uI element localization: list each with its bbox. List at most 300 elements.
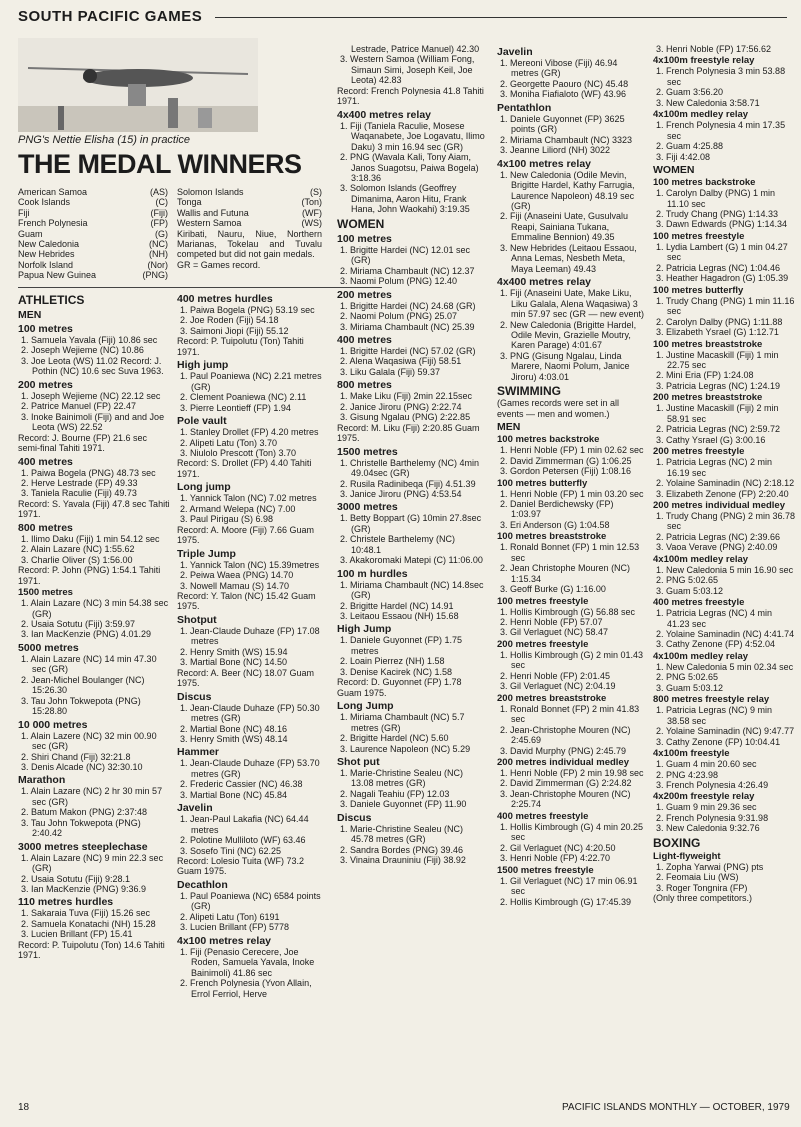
- result-line: 1. Paiwa Bogela (PNG) 48.73 sec: [21, 467, 156, 478]
- result-line: 3. Ian MacKenzie (PNG) 9:36.9: [21, 884, 147, 895]
- result-line: 3. Guam 5:03.12: [656, 682, 724, 693]
- event-heading: 4x100 metres relay: [497, 157, 591, 170]
- result-line: 1. Jean-Paul Lakafia (NC) 64.44 metres: [180, 814, 309, 835]
- record-note: Record: Lolesio Tuita (WF) 73.2 Guam 1975.: [177, 856, 305, 877]
- column-swimming-boxing: [653, 44, 796, 904]
- result-line: 3. Akakoromaki Matepi (C) 11:06.00: [340, 555, 483, 566]
- result-line: 1. Paiwa Bogela (PNG) 53.19 sec: [180, 305, 315, 315]
- result-line: 2. Henri Noble (FP) 57.07: [500, 617, 603, 628]
- key-row: [177, 187, 322, 197]
- event-heading: 200 metres: [18, 378, 73, 391]
- event-heading: 400 metres: [337, 333, 392, 346]
- result-line: 2. Patricia Legras (NC) 1:04.46: [656, 262, 781, 273]
- result-line: 1. Alain Lazere (NC) 32 min 00.90 sec (GR): [21, 730, 157, 752]
- record-note: (Games records were set in all events — men and women.): [497, 398, 620, 419]
- event-subheading: 800 metres freestyle relay: [653, 694, 770, 706]
- key-country-code: (PNG): [142, 270, 168, 281]
- result-line: 2. Christele Barthelemy (NC) 10:48.1: [340, 534, 456, 555]
- result-line: 3. Tau John Tokwepota (PNG) 2:40.42: [21, 817, 141, 839]
- event-subheading: 200 metres individual medley: [653, 499, 786, 511]
- key-row: [18, 208, 168, 218]
- key-row: [18, 197, 168, 207]
- key-country-name: Western Samoa: [177, 218, 242, 229]
- section-heading: BOXING: [653, 835, 701, 850]
- event-subheading: 4x100m freestyle: [653, 748, 730, 760]
- key-row: [18, 239, 168, 249]
- event-heading: Shot put: [337, 756, 380, 769]
- result-line: 3. New Caledonia 9:32.76: [656, 823, 760, 834]
- result-line: 2. Janice Jiroru (PNG) 2:22.74: [340, 401, 462, 412]
- athlete-photo: [18, 38, 258, 132]
- event-subheading: 100 metres freestyle: [497, 595, 589, 607]
- result-line: 3. Geoff Burke (G) 1:16.00: [500, 584, 606, 595]
- result-line: 2. Yolaine Saminadin (NC) 2:18.12: [656, 478, 795, 489]
- result-line: 3. Taniela Raculie (Fiji) 49.73: [21, 488, 137, 499]
- event-heading: 800 metres: [18, 521, 73, 534]
- key-row: [18, 270, 168, 280]
- record-note: Record: S. Yavala (Fiji) 47.8 sec Tahiti 1971.: [18, 498, 170, 520]
- event-subheading: 100 metres freestyle: [653, 230, 745, 242]
- record-note: Record: P. Tuipolutu (Ton) Tahiti 1971.: [177, 336, 304, 357]
- event-heading: 400 metres hurdles: [177, 293, 273, 305]
- result-line: 1. Fiji (Taniela Raculie, Mosese Waqanabete, Joe Logavatu, Ilimo Daku) 3 min 16.94 sec (GR): [340, 120, 485, 152]
- result-line: 2. Patrice Manuel (FP) 22.47: [21, 401, 137, 412]
- result-line: 2. Trudy Chang (PNG) 1:14.33: [656, 208, 779, 219]
- result-line: 2. Samuela Konatachi (NH) 15.28: [21, 918, 156, 929]
- result-line: 3. New Hebrides (Leitaou Essaou, Anna Lemas, Nesbeth Meta, Maya Leeman) 49.43: [500, 242, 637, 274]
- result-line: 2. PNG 5:02.65: [656, 575, 719, 586]
- event-heading: Marathon: [18, 774, 66, 787]
- event-heading: 3000 metres steeplechase: [18, 840, 148, 853]
- result-line: 3. Janice Jiroru (PNG) 4:53.54: [340, 488, 462, 499]
- result-line: 1. Yannick Talon (NC) 15.39metres: [180, 559, 320, 570]
- key-country-name: French Polynesia: [18, 218, 88, 229]
- result-line: 1. Alain Lazare (NC) 3 min 54.38 sec (GR): [21, 598, 169, 619]
- key-country-name: Tonga: [177, 197, 202, 208]
- result-line: 2. Mini Eria (FP) 1:24.08: [656, 370, 754, 381]
- result-line: 2. Polotine Mulliloto (WF) 63.46: [180, 835, 306, 846]
- key-row: [177, 218, 322, 228]
- key-country-code: (Nor): [147, 259, 168, 270]
- result-line: 3. Denise Kacirek (NC) 1.58: [340, 666, 453, 677]
- key-gr-note: GR = Games record.: [177, 259, 261, 270]
- result-line: 2. Miriama Chambault (NC) 12.37: [340, 265, 475, 276]
- result-line: 2. David Zimmerman (G) 1:06.25: [500, 455, 632, 466]
- result-line: 1. Patricia Legras (NC) 2 min 16.19 sec: [656, 457, 773, 478]
- result-line: 3. Tau John Tokwepota (PNG) 15:28.80: [21, 695, 141, 717]
- record-note: Record: A. Moore (Fiji) 7.66 Guam 1975.: [177, 524, 315, 546]
- result-line: 3. French Polynesia 4:26.49: [656, 780, 769, 791]
- section-heading: SOUTH PACIFIC GAMES: [18, 8, 203, 25]
- event-subheading: 4x100m medley relay: [653, 650, 749, 662]
- section-rule: [215, 17, 787, 18]
- event-subheading: Light-flyweight: [653, 850, 721, 862]
- event-heading: 4x400 metres relay: [337, 108, 431, 121]
- result-line: 2. Naomi Polum (PNG) 25.07: [340, 311, 458, 322]
- key-country-name: New Caledonia: [18, 239, 80, 250]
- result-line: 2. Herve Lestrade (FP) 49.33: [21, 477, 138, 488]
- event-heading: Long Jump: [337, 700, 394, 713]
- result-line: 1. Brigitte Hardei (NC) 12.01 sec (GR): [340, 244, 471, 266]
- result-line: 1. Guam 4 min 20.60 sec: [656, 759, 757, 770]
- result-line: 3. Henry Smith (WS) 48.14: [180, 733, 288, 744]
- result-line: 3. Leitaou Essaou (NH) 15.68: [340, 611, 459, 622]
- column-women-swimming: [497, 44, 645, 907]
- event-heading: 100 metres: [337, 232, 392, 245]
- result-line: 1. French Polynesia 3 min 53.88 sec: [656, 66, 786, 87]
- result-line: 1. Gil Verlaguet (NC) 17 min 06.91 sec: [500, 875, 638, 897]
- result-line: 3. Nowell Mamau (S) 14.70: [180, 580, 290, 591]
- event-heading: 3000 metres: [337, 501, 398, 514]
- key-country-code: (AS): [150, 187, 168, 197]
- event-heading: MEN: [18, 309, 42, 321]
- result-line: 1. Jean-Claude Duhaze (FP) 50.30 metres (GR): [180, 702, 320, 724]
- result-line: 1. Mereoni Vibose (Fiji) 46.94 metres (GR): [500, 58, 618, 79]
- key-country-name: Wallis and Futuna: [177, 207, 249, 218]
- event-heading: MEN: [497, 421, 521, 434]
- record-note: Record: J. Bourne (FP) 21.6 sec semi-final Tahiti 1971.: [18, 432, 148, 454]
- result-line: 2. Brigitte Hardel (NC) 14.91: [340, 600, 454, 611]
- result-line: 3. Joe Leota (WS) 11.02 Record: J. Pothin (NC) 10.6 sec Suva 1963.: [21, 355, 164, 377]
- result-line: 2. Joseph Wejieme (NC) 10.86: [21, 345, 144, 356]
- result-line: 2. Rusila Radinibeqa (Fiji) 4.51.39: [340, 478, 476, 489]
- event-heading: High Jump: [337, 623, 392, 636]
- result-line: 1. French Polynesia 4 min 17.35 sec: [656, 120, 786, 141]
- result-line: 3. Lucien Brillant (FP) 15.41: [21, 929, 133, 940]
- result-line: 2. Hollis Kimbrough (G) 17:45.39: [500, 896, 632, 907]
- key-country-name: New Hebrides: [18, 249, 75, 260]
- result-line: 1. Daniele Guyonnet (FP) 1.75 metres: [340, 635, 463, 656]
- result-line: 3. Elizabeth Zenone (FP) 2:20.40: [656, 488, 789, 499]
- result-line: 1. Miriama Chambault (NC) 14.8sec (GR): [340, 579, 484, 601]
- result-line: 3. Moniha Fiafialoto (WF) 43.96: [500, 89, 627, 100]
- result-line: 2. Usaia Sotutu (Fiji) 9:28.1: [21, 873, 131, 884]
- event-subheading: 400 metres freestyle: [653, 597, 745, 609]
- result-line: 1. Hollis Kimbrough (G) 4 min 20.25 sec: [500, 821, 644, 843]
- result-line: 1. New Caledonia 5 min 16.90 sec: [656, 564, 794, 575]
- event-heading: Pentathlon: [497, 101, 552, 114]
- result-line: 3. Henri Noble (FP) 4:22.70: [500, 853, 611, 864]
- event-heading: 200 metres: [337, 288, 392, 301]
- result-line: 2. Guam 3:56.20: [656, 87, 724, 98]
- result-line: 1. Brigitte Hardei (NC) 24.68 (GR): [340, 300, 476, 311]
- event-heading: 4x400 metres relay: [497, 276, 591, 289]
- key-country-code: (WF): [302, 207, 322, 218]
- result-line: 3. Cathy Zenone (FP) 4:52.04: [656, 639, 776, 650]
- key-country-code: (Fiji): [150, 207, 168, 218]
- result-line: 1. Justine Macaskill (Fiji) 1 min 22.75 sec: [656, 349, 779, 370]
- result-line: 3. Fiji 4:42.08: [656, 151, 711, 162]
- event-heading: High jump: [177, 359, 229, 372]
- result-line: 2. Daniel Berdichewsky (FP) 1:03.97: [500, 498, 614, 520]
- column-relays-women: [337, 44, 487, 866]
- result-line: 1. Alain Lazare (NC) 9 min 22.3 sec (GR): [21, 852, 164, 874]
- key-row: [18, 249, 168, 259]
- event-heading: Pole vault: [177, 415, 227, 428]
- result-line: 3. Patricia Legras (NC) 1:24.19: [656, 380, 781, 391]
- result-line: 1. Jean-Claude Duhaze (FP) 53.70 metres (GR): [180, 758, 320, 779]
- key-country-name: American Samoa: [18, 187, 88, 197]
- result-line: 3. Gil Verlaguet (NC) 2:04.19: [500, 681, 616, 692]
- key-country-name: Solomon Islands: [177, 187, 244, 197]
- event-subheading: 100 metres backstroke: [653, 177, 756, 189]
- result-line: 2. Jean-Michel Boulanger (NC) 15:26.30: [21, 674, 145, 696]
- result-line: 1. Miriama Chambault (NC) 5.7 metres (GR): [340, 712, 465, 733]
- result-line: 1. Marie-Christine Sealeu (NC) 13.08 metres (GR): [340, 768, 464, 789]
- key-country-code: (WS): [301, 218, 322, 229]
- result-line: 3. Naomi Polum (PNG) 12.40: [340, 276, 458, 287]
- result-line: 1. Betty Boppart (G) 10min 27.8sec (GR): [340, 513, 482, 534]
- record-note: Lestrade, Patrice Manuel) 42.30: [351, 44, 480, 54]
- result-line: 1. Ilimo Daku (Fiji) 1 min 54.12 sec: [21, 533, 160, 544]
- result-line: 2. Patricia Legras (NC) 2:39.66: [656, 531, 781, 542]
- result-line: 3. Vaoa Verave (PNG) 2:40.09: [656, 542, 778, 553]
- record-note: Record: P. Tuipolutu (Ton) 14.6 Tahiti 1971.: [18, 939, 165, 961]
- event-heading: Shotput: [177, 613, 217, 626]
- result-line: 2. Usaia Sotutu (Fiji) 3:59.97: [21, 618, 136, 629]
- country-key-left: [18, 187, 168, 281]
- result-line: 1. Fiji (Penasio Cerecere, Joe Roden, Samuela Yavala, Inoke Bainimoli) 41.86 sec: [180, 946, 315, 978]
- event-subheading: 4x100m medley relay: [653, 553, 749, 565]
- result-line: 2. Henri Noble (FP) 2:01.45: [500, 670, 611, 681]
- result-line: 1. Stanley Drollet (FP) 4.20 metres: [180, 427, 319, 438]
- result-line: 3. Western Samoa (William Fong, Simaun Simi, Joseph Keil, Joe Leota) 42.83: [340, 54, 475, 86]
- event-heading: WOMEN: [653, 164, 695, 177]
- result-line: 2. Alipeti Latu (Ton) 3.70: [180, 437, 278, 448]
- key-country-name: Fiji: [18, 207, 30, 218]
- result-line: 3. Lucien Brillant (FP) 5778: [180, 922, 290, 933]
- event-heading: Long jump: [177, 481, 231, 494]
- result-line: 1. Brigitte Hardei (NC) 57.02 (GR): [340, 345, 476, 356]
- result-line: 1. Paul Poaniewa (NC) 6584 points (GR): [180, 890, 321, 912]
- column-athletics-men: [18, 291, 170, 961]
- result-line: 3. Pierre Leontieff (FP) 1.94: [180, 402, 291, 413]
- result-line: 1. Henri Noble (FP) 1 min 02.62 sec: [500, 445, 644, 456]
- event-subheading: 100 metres breaststroke: [653, 338, 763, 350]
- result-line: 3. Saimoni Jiopi (Fiji) 55.12: [180, 325, 289, 336]
- event-subheading: 400 metres freestyle: [497, 810, 589, 822]
- result-line: 1. Paul Poaniewa (NC) 2.21 metres (GR): [180, 371, 322, 392]
- result-line: 1. Carolyn Dalby (PNG) 1 min 11.10 sec: [656, 188, 776, 209]
- result-line: 2. PNG 5:02.65: [656, 672, 719, 683]
- event-subheading: 200 metres individual medley: [497, 757, 630, 769]
- result-line: 1. Daniele Guyonnet (FP) 3625 points (GR): [500, 113, 625, 135]
- result-line: 2. Sandra Bordes (PNG) 39.46: [340, 844, 464, 855]
- result-line: 2. Carolyn Dalby (PNG) 1:11.88: [656, 316, 783, 327]
- result-line: 3. Gisung Ngalau (PNG) 2:22.85: [340, 412, 471, 423]
- event-heading: 400 metres: [18, 455, 73, 468]
- result-line: 3. Solomon Islands (Geoffrey Dimanima, Aaron Hitu, Frank Hana, John Waokahi) 3:19.35: [340, 183, 470, 215]
- result-line: 2. Alipeti Latu (Ton) 6191: [180, 911, 280, 922]
- result-line: 2. Martial Bone (NC) 48.16: [180, 723, 288, 734]
- result-line: 1. Henri Noble (FP) 1 min 03.20 sec: [500, 488, 644, 499]
- result-line: 3. Elizabeth Ysrael (G) 1:12.71: [656, 327, 779, 338]
- result-line: 1. Make Liku (Fiji) 2min 22.15sec: [340, 391, 473, 402]
- event-heading: Javelin: [497, 46, 533, 58]
- result-line: 1. Marie-Christine Sealeu (NC) 45.78 metres (GR): [340, 823, 464, 845]
- publication-footer: PACIFIC ISLANDS MONTHLY — OCTOBER, 1979: [562, 1102, 790, 1113]
- result-line: 2. Patricia Legras (NC) 2:59.72: [656, 424, 781, 435]
- photo-caption: PNG's Nettie Elisha (15) in practice: [18, 134, 191, 146]
- key-country-code: (S): [310, 187, 322, 197]
- event-subheading: 100 metres backstroke: [497, 434, 600, 446]
- record-note: Record: M. Liku (Fiji) 2:20.85 Guam 1975.: [337, 422, 480, 444]
- result-line: 3. Henri Noble (FP) 17:56.62: [656, 44, 772, 54]
- result-line: 3. Charlie Oliver (S) 1:56.00: [21, 554, 133, 565]
- result-line: 1. Guam 9 min 29.36 sec: [656, 802, 757, 813]
- result-line: 2. Loain Pierrez (NH) 1.58: [340, 656, 445, 667]
- event-subheading: 200 metres breaststroke: [653, 392, 763, 404]
- result-line: 3. Martial Bone (NC) 45.84: [180, 789, 288, 800]
- result-line: 2. Jean-Christophe Mouren (NC) 2:45.69: [500, 724, 631, 746]
- key-divider: [18, 287, 382, 288]
- event-heading: Triple Jump: [177, 547, 236, 560]
- event-heading: 4x100 metres relay: [177, 934, 271, 947]
- event-subheading: 4x100m medley relay: [653, 109, 749, 121]
- result-line: 3. Denis Alcade (NC) 32:30.10: [21, 761, 143, 772]
- result-line: 1. Alain Lazare (NC) 2 hr 30 min 57 sec (GR): [21, 786, 163, 807]
- result-line: 1. Samuela Yavala (Fiji) 10.86 sec: [21, 335, 158, 345]
- result-line: 3. Paul Pirigau (S) 6.98: [180, 514, 274, 525]
- event-subheading: 1500 metres: [18, 587, 73, 599]
- result-line: 1. Zopha Yarwai (PNG) pts: [656, 861, 764, 872]
- result-line: 2. Henry Smith (WS) 15.94: [180, 646, 288, 657]
- event-heading: 1500 metres: [337, 445, 398, 458]
- result-line: 1. Hollis Kimbrough (G) 2 min 01.43 sec: [500, 649, 644, 671]
- result-line: 3. Gil Verlaguet (NC) 58.47: [500, 627, 609, 638]
- event-heading: Discus: [337, 811, 372, 824]
- key-country-name: Cook Islands: [18, 197, 71, 208]
- result-line: 2. Alena Waqasiwa (Fiji) 58.51: [340, 356, 462, 367]
- result-line: 2. New Caledonia (Brigitte Hardel, Odile Mevin, Grazielle Moutry, Karen Parage) 4:01.67: [500, 319, 637, 351]
- result-line: 2. Nagali Teahiu (FP) 12.03: [340, 788, 450, 799]
- event-subheading: 100 metres butterfly: [497, 477, 588, 489]
- result-line: 3. Cathy Ysrael (G) 3:00.16: [656, 434, 766, 445]
- result-line: 1. Joseph Wejieme (NC) 22.12 sec: [21, 390, 161, 401]
- event-heading: Discus: [177, 690, 212, 703]
- result-line: 2. Yolaine Saminadin (NC) 4:41.74: [656, 629, 795, 640]
- result-line: 3. PNG (Gisung Ngalau, Linda Marere, Naomi Polum, Janice Jiroru) 4:03.01: [500, 350, 630, 382]
- result-line: 3. Jean-Christophe Mouren (NC) 2:25.74: [500, 788, 631, 810]
- result-line: 2. Joe Roden (Fiji) 54.18: [180, 315, 279, 326]
- result-line: 1. Yannick Talon (NC) 7.02 metres: [180, 493, 317, 504]
- result-line: 3. Laurence Napoleon (NC) 5.29: [340, 743, 471, 754]
- section-heading: WOMEN: [337, 216, 385, 231]
- result-line: 2. French Polynesia 9:31.98: [656, 812, 769, 823]
- event-heading: 100 metres: [18, 323, 73, 335]
- event-heading: 10 000 metres: [18, 718, 88, 731]
- result-line: 1. Patricia Legras (NC) 9 min 38.58 sec: [656, 705, 773, 726]
- event-heading: Javelin: [177, 802, 213, 815]
- section-heading: ATHLETICS: [18, 293, 85, 307]
- key-row: [177, 208, 322, 218]
- result-line: 2. Gil Verlaguet (NC) 4:20.50: [500, 842, 616, 853]
- key-row: [177, 197, 322, 207]
- result-line: 1. Henri Noble (FP) 2 min 19.98 sec: [500, 768, 644, 779]
- page-title: THE MEDAL WINNERS: [18, 149, 302, 179]
- result-line: 2. Guam 4:25.88: [656, 141, 724, 152]
- result-line: 3. Sosefo Tini (NC) 62.25: [180, 845, 282, 856]
- result-line: 2. PNG 4:23.98: [656, 769, 719, 780]
- record-note: Record: D. Guyonnet (FP) 1.78 Guam 1975.: [337, 677, 462, 698]
- key-country-code: (NC): [149, 239, 168, 250]
- result-line: 3. Cathy Zenone (FP) 10:04.41: [656, 736, 781, 747]
- result-line: 3. Gordon Petersen (Fiji) 1:08.16: [500, 466, 632, 477]
- result-line: 2. PNG (Wavala Kali, Tony Aiam, Janos Suagotsu, Paiwa Bogela) 3:18.36: [340, 152, 479, 183]
- result-line: 1. New Caledonia 5 min 02.34 sec: [656, 661, 794, 672]
- event-heading: Hammer: [177, 746, 220, 759]
- event-heading: 800 metres: [337, 379, 392, 392]
- result-line: 3. Roger Tongnira (FP): [656, 882, 748, 893]
- key-country-code: (NH): [149, 249, 168, 260]
- event-heading: Decathlon: [177, 878, 228, 891]
- result-line: 2. Alain Lazare (NC) 1:55.62: [21, 544, 135, 555]
- key-note: Kiribati, Nauru, Niue, Northern Marianas, Tokelau and Tuvalu competed but did not gain medals.: [177, 228, 322, 260]
- result-line: 1. Sakaraia Tuva (Fiji) 15.26 sec: [21, 908, 151, 919]
- event-subheading: 1500 metres freestyle: [497, 864, 594, 876]
- key-country-code: (G): [155, 228, 168, 239]
- event-heading: 110 metres hurdles: [18, 896, 114, 909]
- result-line: 2. Yolaine Saminadin (NC) 9:47.77: [656, 726, 795, 737]
- record-note: Record: P. John (PNG) 1:54.1 Tahiti 1971.: [18, 565, 161, 586]
- record-note: Record: A. Beer (NC) 18.07 Guam 1975.: [177, 667, 315, 689]
- result-line: 3. Liku Galala (Fiji) 59.37: [340, 366, 441, 377]
- result-line: 3. Heather Hagadron (G) 1:05.39: [656, 273, 789, 284]
- result-line: 2. Jean Christophe Mouren (NC) 1:15.34: [500, 563, 631, 584]
- result-line: 1. Ronald Bonnet (FP) 2 min 41.83 sec: [500, 703, 640, 725]
- result-line: 1. Trudy Chang (PNG) 2 min 36.78 sec: [656, 510, 796, 532]
- key-row: [18, 187, 168, 197]
- result-line: 2. French Polynesia (Yvon Allain, Errol Ferriol, Herve: [180, 978, 312, 999]
- result-line: 1. Christelle Barthelemy (NC) 4min 49.04sec (GR): [340, 457, 480, 479]
- result-line: 3. Vinaina Drauniniu (Fiji) 38.92: [340, 855, 466, 866]
- result-line: 1. Hollis Kimbrough (G) 56.88 sec: [500, 606, 636, 617]
- key-row: [18, 229, 168, 239]
- event-subheading: 200 metres freestyle: [497, 638, 589, 650]
- section-heading: SWIMMING: [497, 384, 561, 399]
- result-line: 1. Jean-Claude Duhaze (FP) 17.08 metres: [180, 625, 320, 647]
- result-line: 2. Frederic Cassier (NC) 46.38: [180, 779, 303, 790]
- record-note: Record: French Polynesia 41.8 Tahiti 1971.: [337, 85, 484, 107]
- result-line: 1. Trudy Chang (PNG) 1 min 11.16 sec: [656, 295, 795, 317]
- result-line: 2. Shiri Chand (Fiji) 32:21.8: [21, 751, 131, 762]
- result-line: 2. David Zimmerman (G) 2:24.82: [500, 778, 632, 789]
- result-line: 3. Martial Bone (NC) 14.50: [180, 657, 288, 668]
- event-subheading: 100 metres butterfly: [653, 284, 744, 296]
- key-country-code: (FP): [150, 218, 168, 229]
- key-row: [18, 218, 168, 228]
- result-line: 2. Georgette Paouro (NC) 45.48: [500, 78, 629, 89]
- result-line: 1. Lydia Lambert (G) 1 min 04.27 sec: [656, 241, 788, 263]
- column-field-events: [177, 291, 327, 999]
- result-line: 3. New Caledonia 3:58.71: [656, 97, 760, 108]
- result-line: 2. Fiji (Anaseini Uate, Gusulvalu Reapi, Sainiana Tukana, Emmaline Bennion) 49.35: [500, 211, 629, 243]
- record-note: Record: S. Drollet (FP) 4.40 Tahiti 1971.: [177, 458, 312, 479]
- result-line: 3. Miriama Chambault (NC) 25.39: [340, 321, 475, 332]
- result-line: 1. Justine Macaskill (Fiji) 2 min 58.91 sec: [656, 403, 779, 424]
- result-line: 2. Brigitte Hardel (NC) 5.60: [340, 733, 449, 744]
- record-note: Record: Y. Talon (NC) 15.42 Guam 1975.: [177, 590, 316, 612]
- result-line: 2. Batum Makon (PNG) 2:37:48: [21, 807, 148, 818]
- result-line: 2. Clement Poaniewa (NC) 2.11: [180, 392, 307, 403]
- result-line: 3. Niulolo Prescott (Ton) 3.70: [180, 447, 297, 458]
- result-line: 2. Miriama Chambault (NC) 3323: [500, 134, 633, 145]
- key-country-name: Norfolk Island: [18, 259, 74, 270]
- page-number: 18: [18, 1102, 30, 1113]
- event-heading: 100 m hurdles: [337, 567, 408, 580]
- event-subheading: 4x200m freestyle relay: [653, 791, 755, 803]
- record-note: (Only three competitors.): [653, 893, 753, 904]
